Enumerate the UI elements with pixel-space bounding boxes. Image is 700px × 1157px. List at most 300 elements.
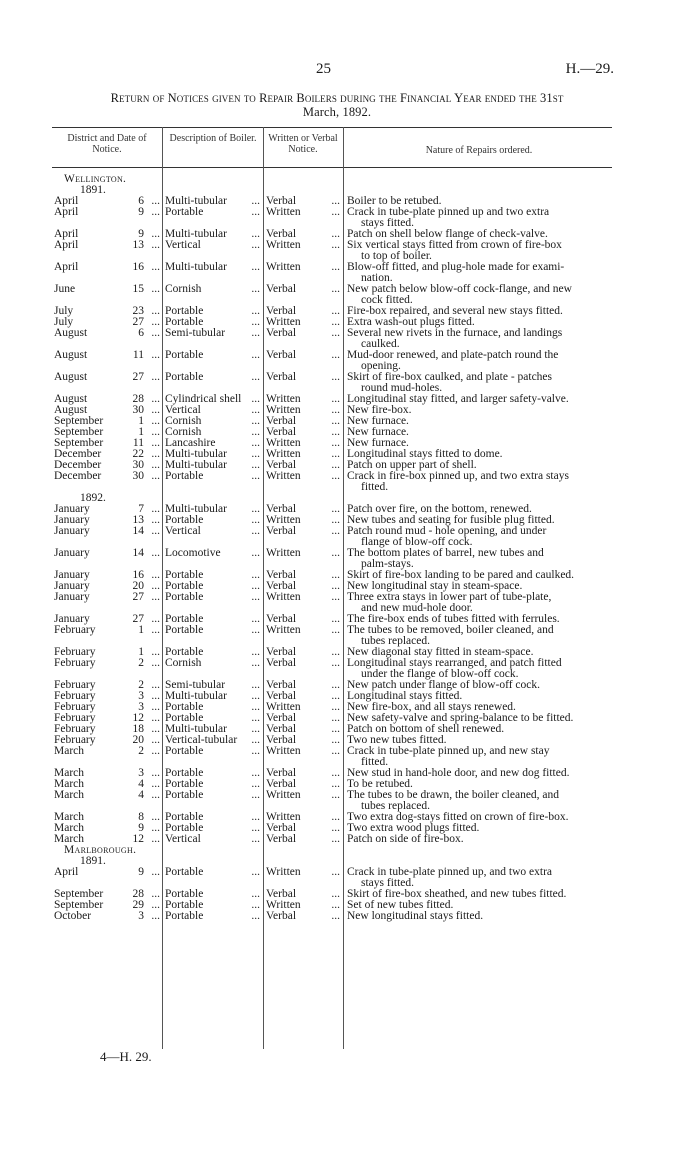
leader-dots: ... <box>151 701 160 713</box>
repair-text: stays fitted. <box>361 217 415 229</box>
cell-repairs <box>343 207 615 229</box>
table-row <box>54 548 616 570</box>
cell-date <box>54 592 162 603</box>
repair-text: under the flange of blow-off cock. <box>361 668 519 680</box>
leader-dots: ... <box>151 734 160 746</box>
date-month: January <box>54 525 90 537</box>
cell-date <box>54 834 162 845</box>
date-month: April <box>54 261 79 273</box>
leader-dots: ... <box>331 371 340 383</box>
notice-type: Verbal <box>266 569 297 581</box>
leader-dots: ... <box>251 811 260 823</box>
repair-text: palm-stays. <box>361 558 414 570</box>
cell-date <box>54 658 162 669</box>
cell-description <box>162 207 263 229</box>
cell-description <box>162 911 263 922</box>
leader-dots: ... <box>331 283 340 295</box>
date-day: 15 <box>132 283 144 295</box>
table-row <box>54 262 616 284</box>
date-day: 16 <box>132 569 144 581</box>
boiler-description: Portable <box>165 316 204 328</box>
leader-dots: ... <box>331 833 340 845</box>
date-day: 27 <box>132 613 144 625</box>
date-day: 9 <box>138 228 144 240</box>
date-month: April <box>54 866 79 878</box>
date-day: 2 <box>138 657 144 669</box>
leader-dots: ... <box>251 778 260 790</box>
leader-dots: ... <box>251 657 260 669</box>
notice-type: Verbal <box>266 283 297 295</box>
date-day: 9 <box>138 206 144 218</box>
date-month: January <box>54 569 90 581</box>
repair-text: Three extra stays in lower part of tube-plate, <box>347 591 552 603</box>
notice-type: Written <box>266 624 301 636</box>
boiler-description: Portable <box>165 371 204 383</box>
cell-notice <box>263 262 343 284</box>
cell-repairs <box>343 867 615 889</box>
leader-dots: ... <box>151 789 160 801</box>
date-month: March <box>54 778 85 790</box>
date-month: August <box>54 327 88 339</box>
cell-notice <box>263 867 343 889</box>
repair-text: Blow-off fitted, and plug-hole made for exami- <box>347 261 565 273</box>
leader-dots: ... <box>251 624 260 636</box>
date-day: 27 <box>132 316 144 328</box>
leader-dots: ... <box>331 393 340 405</box>
leader-dots: ... <box>251 426 260 438</box>
leader-dots: ... <box>251 327 260 339</box>
date-month: December <box>54 448 102 460</box>
repair-text: fitted. <box>361 481 389 493</box>
notice-type: Verbal <box>266 195 297 207</box>
boiler-description: Portable <box>165 349 204 361</box>
cell-notice <box>263 526 343 548</box>
cell-notice <box>263 350 343 372</box>
notice-type: Verbal <box>266 657 297 669</box>
leader-dots: ... <box>331 822 340 834</box>
leader-dots: ... <box>151 261 160 273</box>
boiler-description: Portable <box>165 910 204 922</box>
leader-dots: ... <box>251 569 260 581</box>
repair-text: Crack in tube-plate pinned up, and new stay <box>347 745 550 757</box>
boiler-description: Portable <box>165 767 204 779</box>
repair-text: New furnace. <box>347 426 409 438</box>
boiler-description: Cylindrical shell <box>165 393 242 405</box>
leader-dots: ... <box>331 195 340 207</box>
district-name: Marlborough. <box>64 844 137 856</box>
cell-description <box>162 625 263 647</box>
leader-dots: ... <box>251 822 260 834</box>
date-day: 3 <box>138 690 144 702</box>
cell-date <box>54 207 162 218</box>
cell-repairs <box>343 471 615 493</box>
date-month: February <box>54 701 96 713</box>
date-day: 13 <box>132 239 144 251</box>
leader-dots: ... <box>331 690 340 702</box>
notice-type: Verbal <box>266 767 297 779</box>
date-day: 30 <box>132 404 144 416</box>
leader-dots: ... <box>251 239 260 251</box>
leader-dots: ... <box>151 327 160 339</box>
boiler-description: Portable <box>165 866 204 878</box>
leader-dots: ... <box>251 415 260 427</box>
boiler-description: Portable <box>165 591 204 603</box>
cell-description <box>162 867 263 889</box>
table-header-rule <box>52 167 612 168</box>
leader-dots: ... <box>151 503 160 515</box>
cell-description <box>162 746 263 768</box>
title-line-1: Return of Notices given to Repair Boilers during the Financial Year ended the 31st <box>110 91 564 105</box>
repair-text: Crack in tube-plate pinned up, and two extra <box>347 866 553 878</box>
date-day: 1 <box>138 624 144 636</box>
leader-dots: ... <box>331 305 340 317</box>
repair-text: Crack in tube-plate pinned up and two extra <box>347 206 550 218</box>
cell-description <box>162 262 263 284</box>
notice-type: Verbal <box>266 888 297 900</box>
footer-signature: 4—H. 29. <box>100 1049 152 1064</box>
column-header-notice: Written or Verbal Notice. <box>268 133 338 155</box>
leader-dots: ... <box>151 283 160 295</box>
leader-dots: ... <box>251 514 260 526</box>
cell-repairs <box>343 262 615 284</box>
leader-dots: ... <box>331 426 340 438</box>
date-day: 1 <box>138 646 144 658</box>
leader-dots: ... <box>151 899 160 911</box>
repair-text: Crack in fire-box pinned up, and two extra stays <box>347 470 569 482</box>
boiler-description: Multi-tubular <box>165 261 227 273</box>
date-month: January <box>54 580 90 592</box>
repair-text: to top of boiler. <box>361 250 432 262</box>
date-month: March <box>54 745 85 757</box>
boiler-description: Portable <box>165 569 204 581</box>
leader-dots: ... <box>331 789 340 801</box>
title-line-2: March, 1892. <box>302 105 372 119</box>
leader-dots: ... <box>251 734 260 746</box>
date-month: April <box>54 195 79 207</box>
repair-text: The tubes to be drawn, the boiler cleaned, and <box>347 789 560 801</box>
table-row <box>54 207 616 229</box>
date-month: April <box>54 239 79 251</box>
leader-dots: ... <box>151 767 160 779</box>
leader-dots: ... <box>331 415 340 427</box>
leader-dots: ... <box>151 470 160 482</box>
leader-dots: ... <box>251 470 260 482</box>
boiler-description: Portable <box>165 624 204 636</box>
leader-dots: ... <box>251 767 260 779</box>
leader-dots: ... <box>331 712 340 724</box>
date-month: March <box>54 833 85 845</box>
date-day: 3 <box>138 767 144 779</box>
repair-text: The fire-box ends of tubes fitted with ferrules. <box>347 613 560 625</box>
page-number: 25 <box>316 61 331 77</box>
leader-dots: ... <box>251 206 260 218</box>
leader-dots: ... <box>331 239 340 251</box>
notice-type: Verbal <box>266 690 297 702</box>
boiler-description: Portable <box>165 305 204 317</box>
table-row <box>54 592 616 614</box>
table-row <box>54 746 616 768</box>
notice-type: Written <box>266 811 301 823</box>
repair-text: flange of blow-off cock. <box>361 536 473 548</box>
notice-type: Verbal <box>266 327 297 339</box>
repair-text: Extra wash-out plugs fitted. <box>347 316 475 328</box>
cell-description <box>162 350 263 372</box>
table-row <box>54 372 616 394</box>
leader-dots: ... <box>331 767 340 779</box>
repair-text: Six vertical stays fitted from crown of fire-box <box>347 239 562 251</box>
repair-text: Mud-door renewed, and plate-patch round the <box>347 349 559 361</box>
cell-date <box>54 471 162 482</box>
leader-dots: ... <box>151 525 160 537</box>
leader-dots: ... <box>151 910 160 922</box>
leader-dots: ... <box>331 723 340 735</box>
leader-dots: ... <box>331 866 340 878</box>
leader-dots: ... <box>251 745 260 757</box>
boiler-description: Portable <box>165 206 204 218</box>
cell-description <box>162 372 263 394</box>
boiler-description: Portable <box>165 745 204 757</box>
boiler-description: Portable <box>165 712 204 724</box>
leader-dots: ... <box>251 404 260 416</box>
date-month: February <box>54 723 96 735</box>
cell-repairs <box>343 284 615 306</box>
leader-dots: ... <box>251 690 260 702</box>
date-month: February <box>54 712 96 724</box>
notice-type: Written <box>266 206 301 218</box>
notice-type: Written <box>266 701 301 713</box>
boiler-description: Portable <box>165 888 204 900</box>
date-month: February <box>54 734 96 746</box>
notice-type: Written <box>266 448 301 460</box>
date-day: 6 <box>138 195 144 207</box>
leader-dots: ... <box>251 305 260 317</box>
boiler-description: Portable <box>165 580 204 592</box>
leader-dots: ... <box>251 910 260 922</box>
date-month: December <box>54 459 102 471</box>
notice-type: Written <box>266 261 301 273</box>
notice-type: Written <box>266 547 301 559</box>
notice-type: Verbal <box>266 778 297 790</box>
repair-text: Two extra dog-stays fitted on crown of fire-box. <box>347 811 569 823</box>
date-day: 30 <box>132 470 144 482</box>
date-day: 3 <box>138 910 144 922</box>
repair-text: New safety-valve and spring-balance to be fitted. <box>347 712 574 724</box>
notice-type: Verbal <box>266 833 297 845</box>
cell-date <box>54 328 162 339</box>
cell-repairs <box>343 658 615 680</box>
date-day: 7 <box>138 503 144 515</box>
date-month: September <box>54 899 104 911</box>
leader-dots: ... <box>331 745 340 757</box>
cell-date <box>54 526 162 537</box>
notice-type: Written <box>266 470 301 482</box>
cell-description <box>162 592 263 614</box>
cell-notice <box>263 746 343 768</box>
leader-dots: ... <box>151 305 160 317</box>
repair-text: Longitudinal stay fitted, and larger safety-valve. <box>347 393 569 405</box>
cell-date <box>54 350 162 361</box>
boiler-description: Portable <box>165 514 204 526</box>
boiler-description: Semi-tubular <box>165 679 226 691</box>
date-day: 9 <box>138 822 144 834</box>
table-row <box>54 350 616 372</box>
leader-dots: ... <box>151 822 160 834</box>
notice-type: Verbal <box>266 723 297 735</box>
boiler-description: Cornish <box>165 426 202 438</box>
leader-dots: ... <box>331 679 340 691</box>
leader-dots: ... <box>251 888 260 900</box>
leader-dots: ... <box>151 811 160 823</box>
boiler-description: Multi-tubular <box>165 690 227 702</box>
cell-notice <box>263 548 343 570</box>
date-month: October <box>54 910 92 922</box>
boiler-description: Vertical <box>165 239 201 251</box>
boiler-description: Semi-tubular <box>165 327 226 339</box>
leader-dots: ... <box>251 316 260 328</box>
table-row <box>54 911 616 922</box>
district-name: Wellington. <box>64 173 127 185</box>
repair-text: Patch over fire, on the bottom, renewed. <box>347 503 532 515</box>
date-day: 2 <box>138 745 144 757</box>
boiler-description: Multi-tubular <box>165 195 227 207</box>
leader-dots: ... <box>251 833 260 845</box>
repair-text: Longitudinal stays fitted to dome. <box>347 448 503 460</box>
cell-description <box>162 284 263 306</box>
boiler-description: Portable <box>165 613 204 625</box>
boiler-description: Multi-tubular <box>165 448 227 460</box>
leader-dots: ... <box>331 206 340 218</box>
date-day: 3 <box>138 701 144 713</box>
leader-dots: ... <box>151 415 160 427</box>
leader-dots: ... <box>331 613 340 625</box>
table-body <box>54 174 616 922</box>
year-label: 1891. <box>80 184 106 196</box>
leader-dots: ... <box>251 646 260 658</box>
leader-dots: ... <box>331 657 340 669</box>
table-top-rule <box>52 127 612 128</box>
leader-dots: ... <box>331 327 340 339</box>
leader-dots: ... <box>331 778 340 790</box>
leader-dots: ... <box>331 591 340 603</box>
leader-dots: ... <box>331 349 340 361</box>
leader-dots: ... <box>331 910 340 922</box>
date-month: August <box>54 393 88 405</box>
repair-text: cock fitted. <box>361 294 413 306</box>
repair-text: Patch on upper part of shell. <box>347 459 477 471</box>
cell-repairs <box>343 790 615 812</box>
repair-text: Skirt of fire-box landing to be pared and caulked. <box>347 569 575 581</box>
notice-type: Verbal <box>266 646 297 658</box>
boiler-description: Portable <box>165 470 204 482</box>
year-label: 1891. <box>80 855 106 867</box>
leader-dots: ... <box>151 514 160 526</box>
leader-dots: ... <box>331 701 340 713</box>
cell-description <box>162 790 263 812</box>
notice-type: Verbal <box>266 503 297 515</box>
leader-dots: ... <box>251 679 260 691</box>
leader-dots: ... <box>251 525 260 537</box>
boiler-description: Multi-tubular <box>165 503 227 515</box>
date-day: 12 <box>132 712 144 724</box>
date-month: January <box>54 503 90 515</box>
boiler-description: Portable <box>165 789 204 801</box>
cell-repairs <box>343 592 615 614</box>
boiler-description: Vertical-tubular <box>165 734 238 746</box>
repair-text: New fire-box. <box>347 404 412 416</box>
notice-type: Verbal <box>266 613 297 625</box>
leader-dots: ... <box>151 547 160 559</box>
boiler-description: Multi-tubular <box>165 459 227 471</box>
date-month: February <box>54 646 96 658</box>
leader-dots: ... <box>151 657 160 669</box>
cell-notice <box>263 790 343 812</box>
notice-type: Verbal <box>266 580 297 592</box>
date-month: March <box>54 811 85 823</box>
leader-dots: ... <box>331 547 340 559</box>
date-month: September <box>54 426 104 438</box>
cell-repairs <box>343 911 615 922</box>
leader-dots: ... <box>151 624 160 636</box>
cell-notice <box>263 471 343 493</box>
leader-dots: ... <box>151 745 160 757</box>
notice-type: Written <box>266 514 301 526</box>
repair-text: New stud in hand-hole door, and new dog fitted. <box>347 767 570 779</box>
boiler-description: Portable <box>165 778 204 790</box>
repair-text: New diagonal stay fitted in steam-space. <box>347 646 534 658</box>
cell-description <box>162 526 263 548</box>
cell-description <box>162 240 263 262</box>
repair-text: Skirt of fire-box caulked, and plate - patches <box>347 371 553 383</box>
cell-repairs <box>343 834 615 845</box>
leader-dots: ... <box>331 228 340 240</box>
notice-type: Verbal <box>266 910 297 922</box>
repair-text: To be retubed. <box>347 778 413 790</box>
date-day: 9 <box>138 866 144 878</box>
date-month: August <box>54 404 88 416</box>
notice-type: Written <box>266 393 301 405</box>
leader-dots: ... <box>251 723 260 735</box>
boiler-description: Cornish <box>165 657 202 669</box>
leader-dots: ... <box>151 371 160 383</box>
leader-dots: ... <box>331 514 340 526</box>
date-month: March <box>54 822 85 834</box>
date-day: 20 <box>132 734 144 746</box>
leader-dots: ... <box>251 283 260 295</box>
leader-dots: ... <box>151 393 160 405</box>
leader-dots: ... <box>251 580 260 592</box>
leader-dots: ... <box>331 503 340 515</box>
cell-notice <box>263 625 343 647</box>
date-day: 27 <box>132 371 144 383</box>
repair-text: Patch round mud - hole opening, and under <box>347 525 547 537</box>
leader-dots: ... <box>151 349 160 361</box>
repair-text: New longitudinal stays fitted. <box>347 910 484 922</box>
leader-dots: ... <box>331 525 340 537</box>
notice-type: Verbal <box>266 712 297 724</box>
cell-description <box>162 548 263 570</box>
leader-dots: ... <box>251 701 260 713</box>
date-month: February <box>54 624 96 636</box>
date-month: September <box>54 415 104 427</box>
date-month: June <box>54 283 76 295</box>
date-day: 2 <box>138 679 144 691</box>
date-day: 30 <box>132 459 144 471</box>
leader-dots: ... <box>251 228 260 240</box>
date-month: August <box>54 349 88 361</box>
leader-dots: ... <box>331 437 340 449</box>
repair-text: New patch under flange of blow-off cock. <box>347 679 540 691</box>
cell-repairs <box>343 350 615 372</box>
